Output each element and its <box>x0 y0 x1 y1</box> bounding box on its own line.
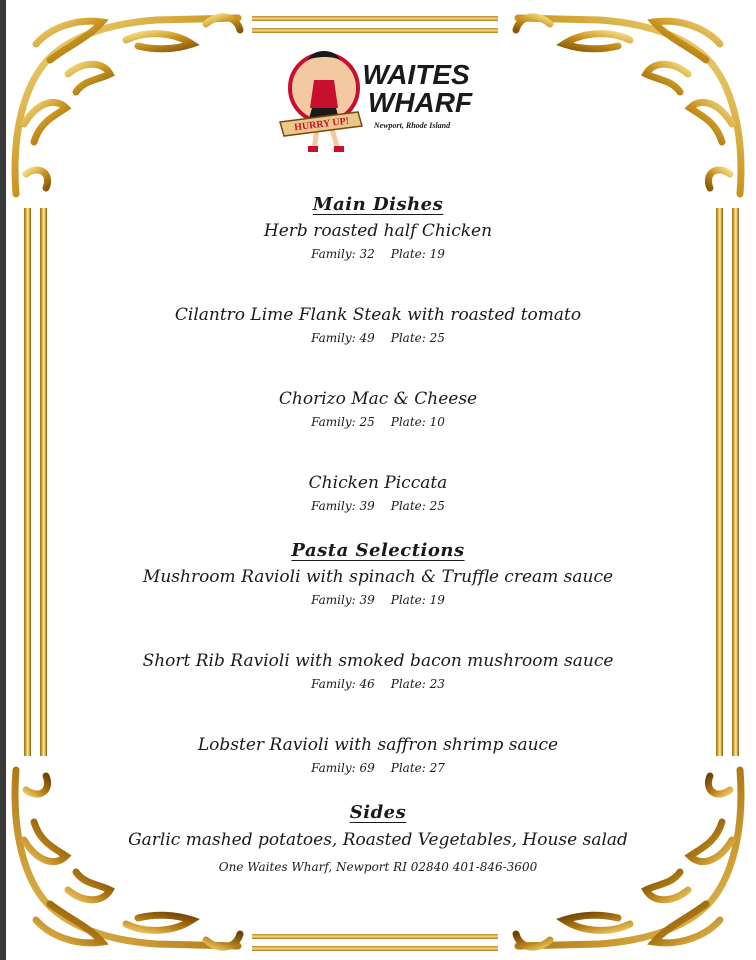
corner-ornament-top-left <box>6 4 246 204</box>
dish-prices <box>120 244 636 264</box>
family-label: Family: <box>311 499 356 513</box>
family-label: Family: <box>311 677 356 691</box>
dish-name: Cilantro Lime Flank Steak with roasted tomato <box>174 305 582 325</box>
logo-brand-line2: WHARF <box>367 87 473 118</box>
right-border-bar <box>716 208 723 756</box>
dish-prices <box>120 758 636 778</box>
bottom-border-bar <box>252 934 498 939</box>
logo-brand-line1: WAITES <box>362 59 470 90</box>
plate-label: Plate: <box>390 593 426 607</box>
dish-name: Lobster Ravioli with saffron shrimp sauce <box>197 735 559 755</box>
logo-banner-text: HURRY UP! <box>293 115 350 134</box>
plate-price: 27 <box>429 761 445 775</box>
top-border-bar <box>252 16 498 21</box>
family-price: 69 <box>359 761 375 775</box>
family-price: 49 <box>359 331 375 345</box>
plate-price: 19 <box>429 247 445 261</box>
family-price: 46 <box>359 677 375 691</box>
plate-price: 19 <box>429 593 445 607</box>
section-title: Sides <box>349 802 407 823</box>
menu-item <box>120 470 636 516</box>
plate-label: Plate: <box>390 761 426 775</box>
menu-section-pasta-selections <box>120 538 636 778</box>
plate-label: Plate: <box>390 247 426 261</box>
dish-name: Chorizo Mac & Cheese <box>278 389 478 409</box>
menu-item <box>120 648 636 694</box>
dish-name: Short Rib Ravioli with smoked bacon mushroom sauce <box>142 651 614 671</box>
dish-prices <box>120 328 636 348</box>
logo-tagline: Newport, Rhode Island <box>373 121 451 130</box>
menu-item <box>120 302 636 348</box>
family-label: Family: <box>311 331 356 345</box>
dish-prices <box>120 412 636 432</box>
plate-price: 23 <box>429 677 445 691</box>
family-price: 32 <box>359 247 375 261</box>
dish-name: Mushroom Ravioli with spinach & Truffle cream sauce <box>142 567 614 587</box>
plate-label: Plate: <box>390 677 426 691</box>
menu-item <box>120 218 636 264</box>
section-title: Main Dishes <box>312 194 444 215</box>
menu-item <box>120 386 636 432</box>
plate-label: Plate: <box>390 499 426 513</box>
menu-section-main-dishes <box>120 192 636 516</box>
menu-item <box>120 732 636 778</box>
plate-price: 10 <box>429 415 445 429</box>
family-label: Family: <box>311 761 356 775</box>
left-border-bar <box>24 208 31 756</box>
menu-section-sides <box>120 800 636 880</box>
dish-prices <box>120 590 636 610</box>
dish-name: Herb roasted half Chicken <box>263 221 493 241</box>
plate-label: Plate: <box>390 331 426 345</box>
sides-list: Garlic mashed potatoes, Roasted Vegetables, House salad <box>128 830 628 850</box>
top-border-bar <box>252 28 498 33</box>
dish-prices <box>120 674 636 694</box>
corner-ornament-top-right <box>510 4 750 204</box>
family-price: 39 <box>359 499 375 513</box>
family-label: Family: <box>311 247 356 261</box>
plate-price: 25 <box>429 499 445 513</box>
plate-price: 25 <box>429 331 445 345</box>
restaurant-address: One Waites Wharf, Newport RI 02840 401-846-3600 <box>218 860 538 874</box>
plate-label: Plate: <box>390 415 426 429</box>
left-border-bar <box>40 208 47 756</box>
dish-prices <box>120 496 636 516</box>
dish-name: Chicken Piccata <box>308 473 448 493</box>
family-label: Family: <box>311 415 356 429</box>
right-border-bar <box>732 208 739 756</box>
family-price: 25 <box>359 415 375 429</box>
section-title: Pasta Selections <box>291 540 465 561</box>
family-price: 39 <box>359 593 375 607</box>
family-label: Family: <box>311 593 356 607</box>
menu-item <box>120 564 636 610</box>
menu-content <box>120 192 636 880</box>
waites-wharf-logo <box>278 38 478 160</box>
bottom-border-bar <box>252 946 498 951</box>
